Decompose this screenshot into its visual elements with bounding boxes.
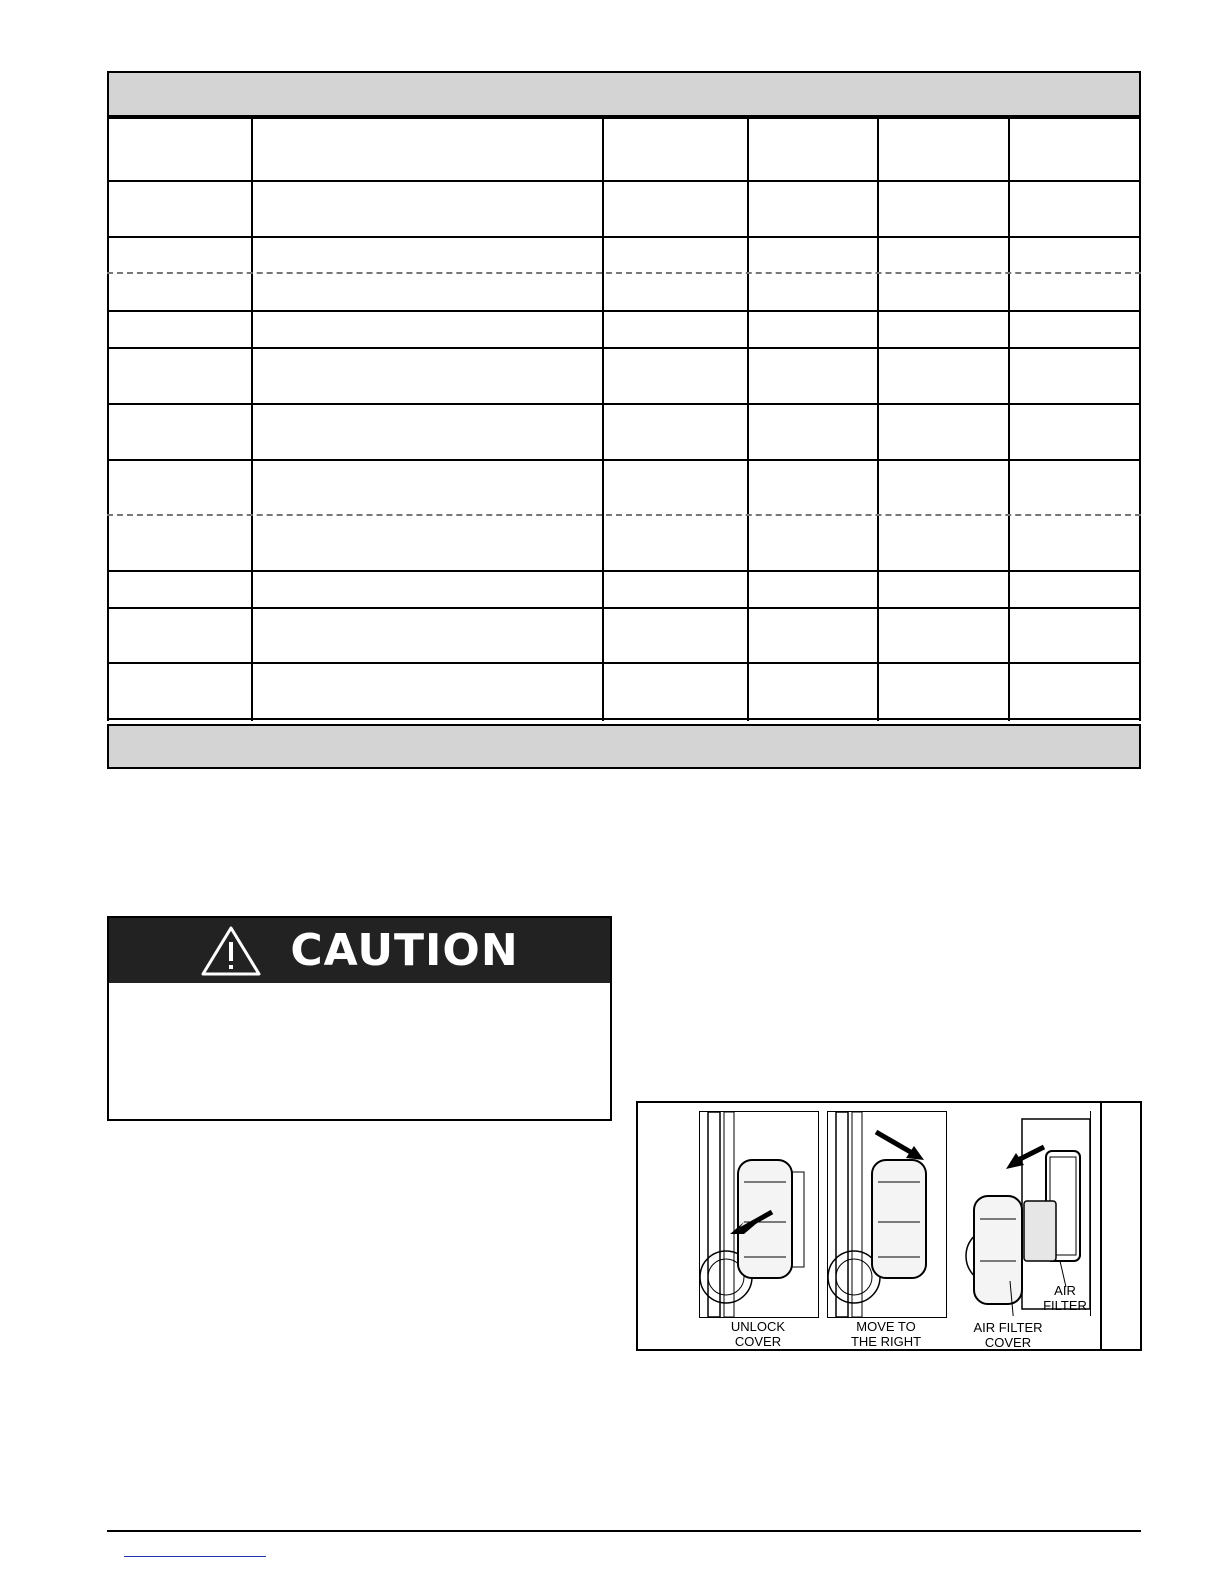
column-divider (877, 119, 879, 721)
table-border-right (1139, 119, 1141, 721)
unlock-cover-illustration (700, 1112, 818, 1317)
caution-box (107, 916, 612, 1121)
column-divider (251, 119, 253, 721)
footer-link-underline[interactable] (124, 1556, 266, 1557)
row-divider-dashed (107, 272, 1141, 274)
column-divider (1008, 119, 1010, 721)
figure-panel-unlock (699, 1111, 819, 1318)
table-title-bar (107, 71, 1141, 118)
row-divider-dashed (107, 514, 1141, 516)
row-divider (107, 662, 1141, 664)
row-divider (107, 570, 1141, 572)
row-divider (107, 347, 1141, 349)
label-unlock-cover: UNLOCK COVER (730, 1319, 786, 1349)
row-divider (107, 607, 1141, 609)
figure-divider (1100, 1103, 1102, 1349)
row-divider (107, 403, 1141, 405)
label-move-right: MOVE TO THE RIGHT (850, 1319, 922, 1349)
caution-title: CAUTION (290, 925, 519, 976)
label-air-filter-cover: AIR FILTER COVER (973, 1320, 1043, 1350)
caution-header (109, 918, 610, 983)
column-divider (602, 119, 604, 721)
air-filter-figure (636, 1101, 1142, 1351)
column-divider (747, 119, 749, 721)
label-air-filter: AIR FILTER (1043, 1283, 1087, 1313)
table-footer-bar (107, 724, 1141, 769)
move-cover-illustration (828, 1112, 946, 1317)
table-border-left (107, 119, 109, 721)
table-border-bottom (107, 718, 1141, 720)
warning-triangle-icon (200, 925, 262, 977)
row-divider (107, 236, 1141, 238)
maintenance-table (107, 71, 1141, 769)
row-divider (107, 180, 1141, 182)
row-divider (107, 459, 1141, 461)
figure-panel-move (827, 1111, 947, 1318)
row-divider (107, 310, 1141, 312)
page-footer-rule (107, 1530, 1141, 1532)
table-grid (107, 119, 1141, 721)
